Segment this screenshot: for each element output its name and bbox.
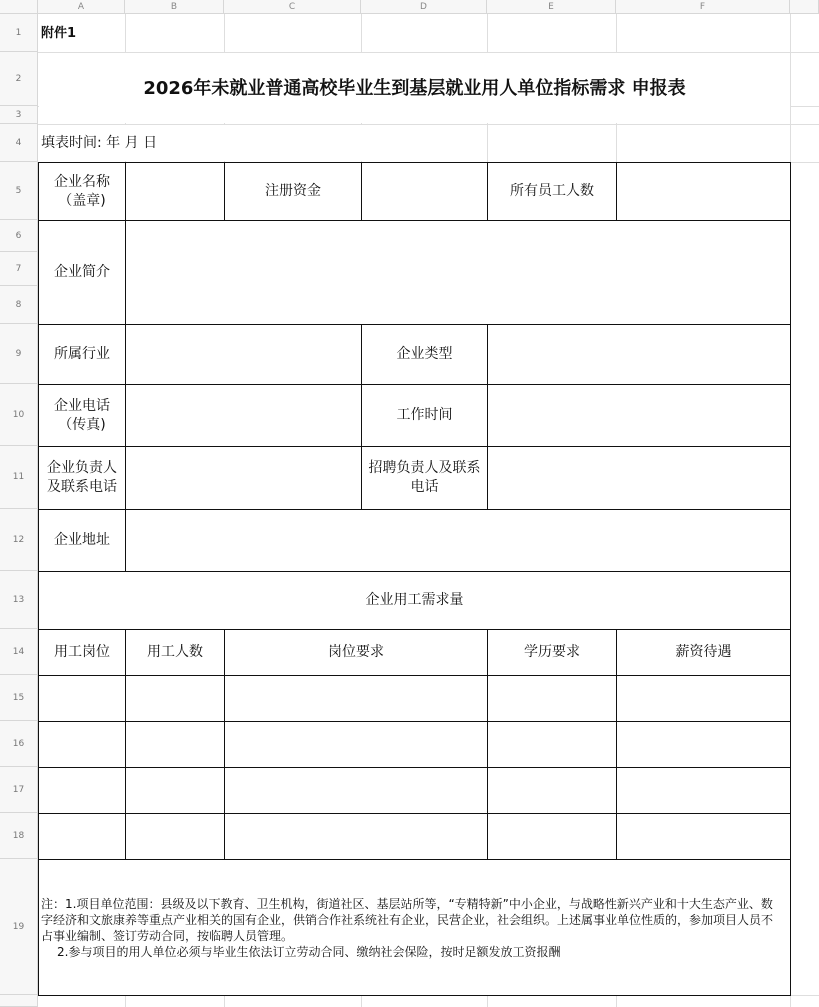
demand-section-title[interactable]: 企业用工需求量 [38, 571, 791, 630]
demand-row-18-position[interactable] [38, 813, 126, 860]
note-line-2: 2.参与项目的用人单位必须与毕业生依法订立劳动合同、缴纳社会保险，按时足额发放工资报酬 [57, 945, 561, 959]
demand-row-18-requirements[interactable] [224, 813, 488, 860]
principal-label[interactable]: 企业负责人及联系电话 [38, 446, 126, 510]
col-header-g[interactable] [790, 0, 819, 14]
row-header-20[interactable] [0, 995, 38, 1007]
demand-row-17-salary[interactable] [616, 767, 791, 814]
demand-row-15-education[interactable] [487, 675, 617, 722]
demand-row-17-requirements[interactable] [224, 767, 488, 814]
demand-header-education[interactable]: 学历要求 [487, 629, 617, 676]
industry-label[interactable]: 所属行业 [38, 324, 126, 385]
company-intro-input[interactable] [125, 220, 791, 325]
demand-row-16-requirements[interactable] [224, 721, 488, 768]
row-header-8[interactable]: 8 [0, 286, 38, 324]
row-header-18[interactable]: 18 [0, 813, 38, 859]
work-hours-label[interactable]: 工作时间 [361, 384, 488, 447]
principal-input[interactable] [125, 446, 362, 510]
demand-row-16-education[interactable] [487, 721, 617, 768]
row-header-12[interactable]: 12 [0, 509, 38, 571]
row-header-17[interactable]: 17 [0, 767, 38, 813]
demand-row-15-requirements[interactable] [224, 675, 488, 722]
row-header-13[interactable]: 13 [0, 571, 38, 629]
demand-row-16-salary[interactable] [616, 721, 791, 768]
company-name-input[interactable] [125, 162, 225, 221]
row-header-1[interactable]: 1 [0, 14, 38, 52]
row-header-11[interactable]: 11 [0, 446, 38, 509]
employee-count-label[interactable]: 所有员工人数 [487, 162, 617, 221]
row-header-16[interactable]: 16 [0, 721, 38, 767]
row-header-5[interactable]: 5 [0, 162, 38, 220]
demand-header-requirements[interactable]: 岗位要求 [224, 629, 488, 676]
row-header-15[interactable]: 15 [0, 675, 38, 721]
address-input[interactable] [125, 509, 791, 572]
row-header-9[interactable]: 9 [0, 324, 38, 384]
row-header-2[interactable]: 2 [0, 52, 38, 106]
company-intro-label[interactable]: 企业简介 [38, 220, 126, 325]
row-header-4[interactable]: 4 [0, 124, 38, 162]
col-header-a[interactable]: A [38, 0, 125, 14]
demand-row-16-count[interactable] [125, 721, 225, 768]
demand-row-17-education[interactable] [487, 767, 617, 814]
demand-row-15-position[interactable] [38, 675, 126, 722]
registered-capital-label[interactable]: 注册资金 [224, 162, 362, 221]
attachment-label[interactable]: 附件1 [39, 15, 125, 51]
demand-row-17-position[interactable] [38, 767, 126, 814]
row-header-14[interactable]: 14 [0, 629, 38, 675]
col-header-c[interactable]: C [224, 0, 361, 14]
recruiter-input[interactable] [487, 446, 791, 510]
demand-row-15-count[interactable] [125, 675, 225, 722]
form-title[interactable]: 2026年未就业普通高校毕业生到基层就业用人单位指标需求 申报表 [39, 53, 790, 123]
row-header-19[interactable]: 19 [0, 859, 38, 995]
demand-row-18-salary[interactable] [616, 813, 791, 860]
row-header-3[interactable]: 3 [0, 106, 38, 124]
demand-row-16-position[interactable] [38, 721, 126, 768]
company-type-label[interactable]: 企业类型 [361, 324, 488, 385]
industry-input[interactable] [125, 324, 362, 385]
demand-header-position[interactable]: 用工岗位 [38, 629, 126, 676]
employee-count-input[interactable] [616, 162, 791, 221]
recruiter-label[interactable]: 招聘负责人及联系电话 [361, 446, 488, 510]
notes-cell[interactable] [38, 859, 791, 996]
corner-header[interactable] [0, 0, 38, 14]
address-label[interactable]: 企业地址 [38, 509, 126, 572]
demand-header-count[interactable]: 用工人数 [125, 629, 225, 676]
registered-capital-input[interactable] [361, 162, 488, 221]
col-header-b[interactable]: B [125, 0, 224, 14]
col-header-e[interactable]: E [487, 0, 616, 14]
work-hours-input[interactable] [487, 384, 791, 447]
phone-label[interactable]: 企业电话（传真) [38, 384, 126, 447]
fill-time[interactable]: 填表时间: 年 月 日 [39, 125, 439, 161]
company-type-input[interactable] [487, 324, 791, 385]
demand-row-15-salary[interactable] [616, 675, 791, 722]
note-line-1: 注：1.项目单位范围：县级及以下教育、卫生机构，街道社区、基层站所等，“专精特新”中小企业，与战略性新兴产业和十大生态产业、数字经济和文旅康养等重点产业相关的国有企业，供销合作社系统社有企业，民营企业，社会组织。上述属事业单位性质的，参加项目人员不占事业编制、签订劳动合同，按临聘人员管理。 [41, 897, 774, 943]
demand-row-18-education[interactable] [487, 813, 617, 860]
row-header-6[interactable]: 6 [0, 220, 38, 252]
phone-input[interactable] [125, 384, 362, 447]
demand-header-salary[interactable]: 薪资待遇 [616, 629, 791, 676]
col-header-f[interactable]: F [616, 0, 790, 14]
company-name-label[interactable]: 企业名称（盖章) [38, 162, 126, 221]
demand-row-17-count[interactable] [125, 767, 225, 814]
demand-row-18-count[interactable] [125, 813, 225, 860]
row-header-7[interactable]: 7 [0, 252, 38, 286]
col-header-d[interactable]: D [361, 0, 487, 14]
row-header-10[interactable]: 10 [0, 384, 38, 446]
